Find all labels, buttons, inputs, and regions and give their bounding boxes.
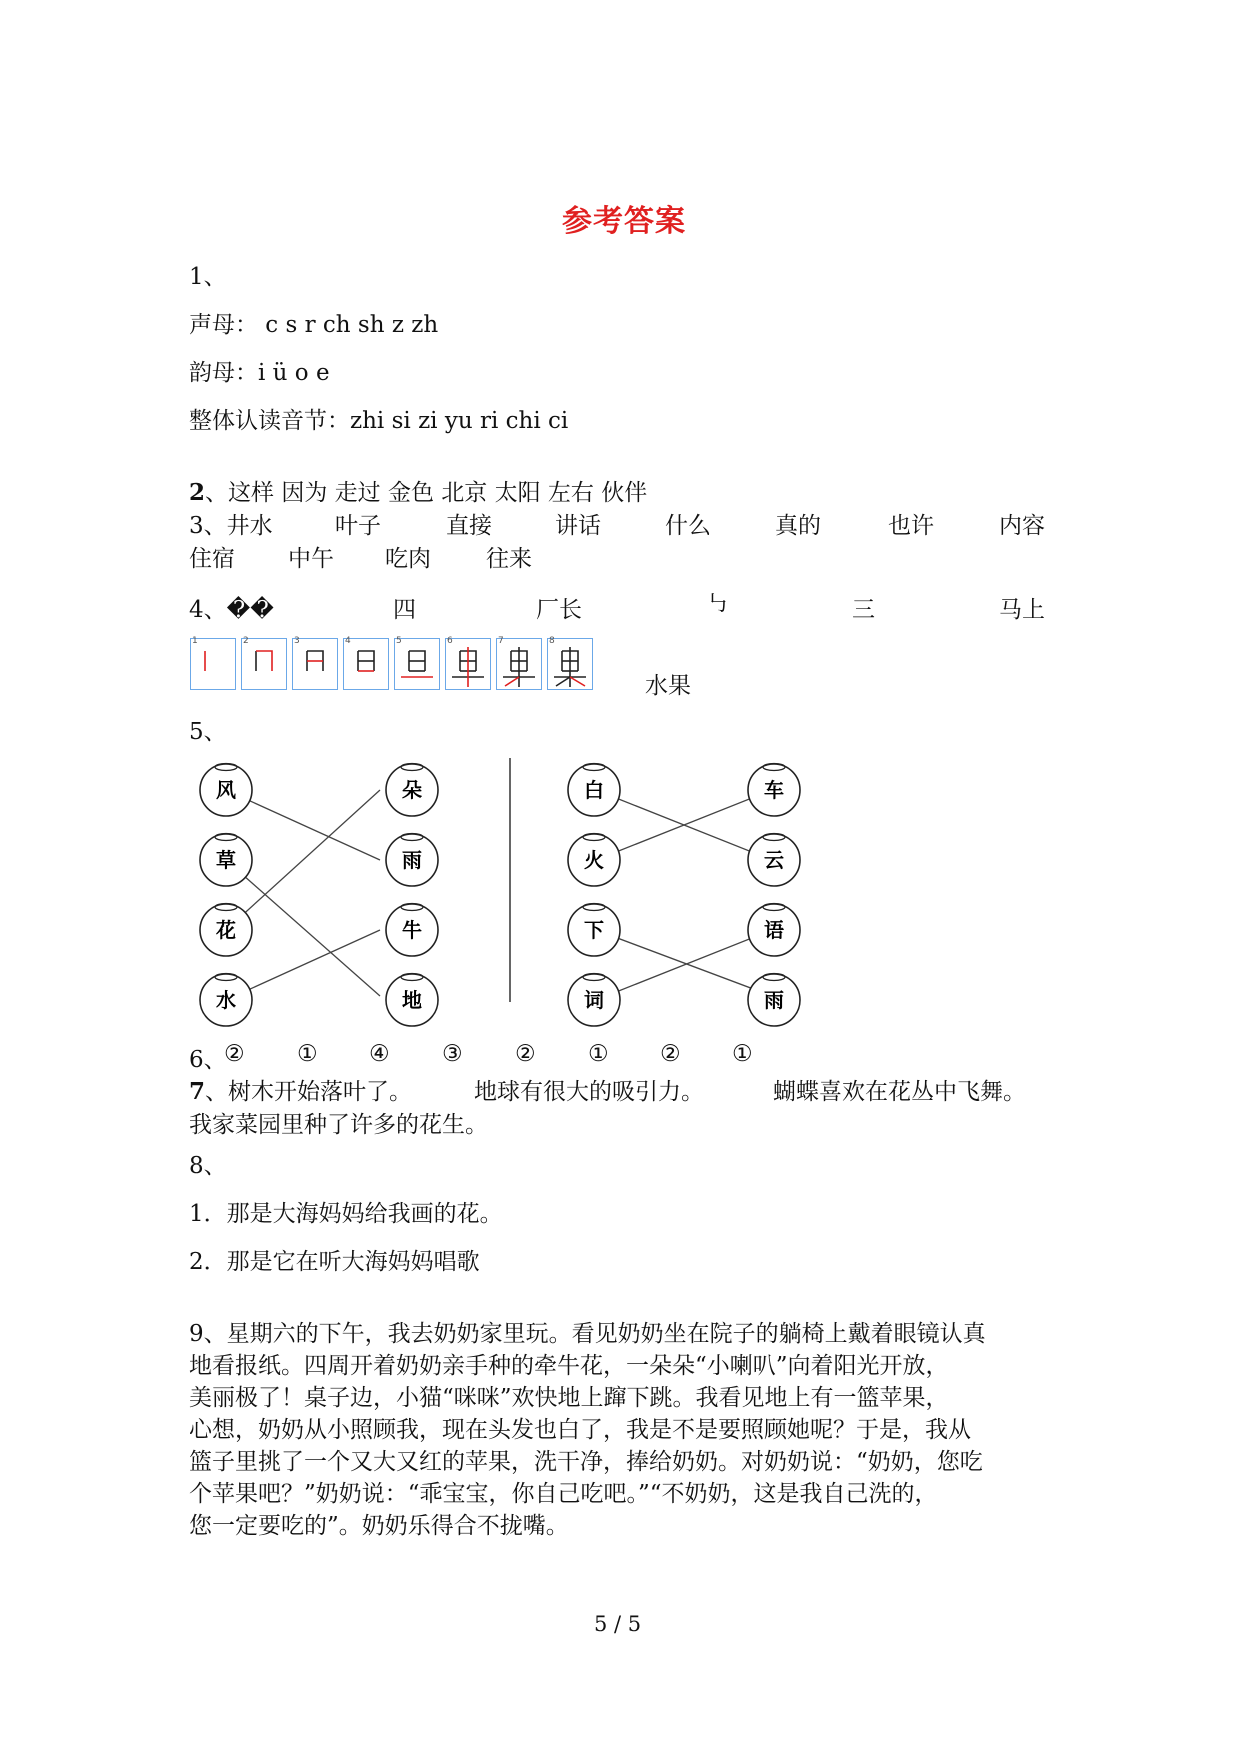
match-char: 语 [764, 918, 784, 942]
q8-answer-2: 2．那是它在听大海妈妈唱歌 [189, 1249, 480, 1275]
match-circle [748, 834, 800, 887]
match-circle [386, 904, 438, 957]
q5-label: 5、 [189, 719, 227, 745]
q8-label: 8、 [189, 1153, 227, 1179]
q9-line: 篮子里挑了一个又大又红的苹果，洗干净，捧给奶奶。对奶奶说：“奶奶，您吃 [189, 1449, 983, 1475]
match-char: 白 [584, 778, 604, 802]
match-circle [748, 904, 800, 957]
q9-line: 地看报纸。四周开着奶奶亲手种的牵牛花，一朵朵“小喇叭”向着阳光开放， [189, 1353, 949, 1379]
q3-word: 什么 [665, 513, 711, 539]
q3-row2 [189, 540, 589, 570]
stroke-number: 3 [294, 636, 300, 646]
q2-number: 2 [189, 479, 206, 506]
q1-label: 1、 [189, 264, 227, 290]
match-circle [386, 974, 438, 1027]
stroke-glyph [293, 639, 337, 689]
q9-line: 美丽极了！桌子边，小猫“咪咪”欢快地上蹿下跳。我看见地上有一篮苹果， [189, 1385, 949, 1411]
q3-word: 也许 [888, 513, 934, 539]
q1-zhengti: 整体认读音节：zhi si zi yu ri chi ci [189, 408, 569, 434]
stroke-glyph [548, 639, 592, 689]
q6-answer: ③ [442, 1041, 463, 1067]
match-char: 词 [584, 988, 604, 1012]
q3-word: 讲话 [555, 513, 601, 539]
q9-line: 个苹果吧？”奶奶说：“乖宝宝，你自己吃吧。”“不奶奶，这是我自己洗的， [189, 1481, 938, 1507]
q1-yunmu: 韵母：i ü o e [189, 360, 330, 386]
q3-word: 内容 [999, 513, 1045, 539]
page-number: 5 / 5 [594, 1612, 642, 1636]
q3-word: 往来 [486, 546, 532, 572]
stroke-number: 1 [192, 636, 198, 646]
stroke-box-1 [190, 638, 236, 690]
stroke-number: 6 [447, 636, 453, 646]
match-circle [748, 974, 800, 1027]
stroke-box-6 [445, 638, 491, 690]
q2-answer [189, 474, 647, 507]
match-circle [748, 764, 800, 817]
q3-word: 直接 [446, 513, 492, 539]
q3-word: 中午 [288, 546, 334, 572]
match-circle [568, 974, 620, 1027]
q6-answer: ② [224, 1041, 245, 1067]
stroke-number: 4 [345, 636, 351, 646]
q4-answer-word: 水果 [645, 673, 691, 699]
q3-word: 吃肉 [385, 546, 431, 572]
stroke-box-2 [241, 638, 287, 690]
stroke-number: 2 [243, 636, 249, 646]
q6-answer: ① [732, 1041, 753, 1067]
stroke [570, 677, 585, 686]
match-circle [568, 764, 620, 817]
q4-item: 厂长 [536, 597, 582, 623]
q7-s1: 、树木开始落叶了。 [205, 1079, 413, 1105]
q2-text: 、这样 因为 走过 金色 北京 太阳 左右 伙伴 [205, 480, 648, 506]
match-char: 水 [216, 988, 236, 1012]
match-char: 下 [584, 918, 604, 942]
q7-sentence: 蝴蝶喜欢在花丛中飞舞。 [773, 1079, 1026, 1105]
stroke-glyph [497, 639, 541, 689]
stroke-glyph [395, 639, 439, 689]
match-char: 花 [216, 918, 236, 942]
stroke-glyph [344, 639, 388, 689]
q4-item: 马上 [999, 597, 1045, 623]
matching-diagram [190, 752, 830, 1027]
q3-word: 叶子 [335, 513, 381, 539]
q7-row1 [189, 1073, 1049, 1103]
q6-answer: ① [297, 1041, 318, 1067]
stroke-glyph [446, 639, 490, 689]
stroke-number: 5 [396, 636, 402, 646]
q3-word: 3、井水 [189, 513, 273, 539]
q9-line: 心想，奶奶从小照顾我，现在头发也白了，我是不是要照顾她呢？于是，我从 [189, 1417, 971, 1443]
q6-label: 6、 [189, 1047, 227, 1073]
match-char: 火 [584, 848, 604, 872]
q4-item: 4、�� [189, 597, 274, 623]
match-circle [568, 904, 620, 957]
match-char: 朵 [402, 778, 422, 802]
stroke-number: 8 [549, 636, 555, 646]
q9-line: 您一定要吃的”。奶奶乐得合不拢嘴。 [189, 1513, 569, 1539]
q1-shengmu: 声母： c s r ch sh z zh [189, 312, 439, 338]
stroke-glyph [191, 639, 235, 689]
match-char: 风 [216, 778, 236, 802]
q6-answer: ① [588, 1041, 609, 1067]
stroke-box-5 [394, 638, 440, 690]
stroke [505, 677, 519, 686]
match-circle [386, 834, 438, 887]
q6-answer: ② [660, 1041, 681, 1067]
stroke-box-3 [292, 638, 338, 690]
match-char: 雨 [764, 988, 784, 1012]
q4-row [189, 591, 1049, 621]
q4-item: ㇉ [706, 591, 729, 617]
q7-sentence-4: 我家菜园里种了许多的花生。 [189, 1112, 488, 1138]
match-circle [200, 834, 252, 887]
match-char: 云 [764, 848, 784, 872]
stroke [556, 677, 570, 686]
match-circle [200, 974, 252, 1027]
q3-word: 住宿 [189, 546, 235, 572]
stroke-box-7 [496, 638, 542, 690]
stroke-box-8 [547, 638, 593, 690]
stroke-order [190, 638, 610, 694]
q9-line: 9、星期六的下午，我去奶奶家里玩。看见奶奶坐在院子的躺椅上戴着眼镜认真 [189, 1321, 986, 1347]
match-char: 地 [402, 988, 422, 1012]
q7-sentence [189, 1073, 412, 1106]
q6-answer: ② [515, 1041, 536, 1067]
q7-number: 7 [189, 1078, 206, 1105]
q6-answer: ④ [369, 1041, 390, 1067]
q3-word: 真的 [775, 513, 821, 539]
match-char: 雨 [402, 848, 422, 872]
match-circle [386, 764, 438, 817]
q6-row [189, 1041, 789, 1071]
q8-answer-1: 1．那是大海妈妈给我画的花。 [189, 1201, 503, 1227]
q4-item: 三 [852, 597, 875, 623]
stroke-box-4 [343, 638, 389, 690]
match-char: 牛 [402, 918, 422, 942]
match-char: 草 [216, 848, 236, 872]
match-circle [200, 904, 252, 957]
match-char: 车 [764, 778, 784, 802]
stroke-glyph [242, 639, 286, 689]
q7-sentence: 地球有很大的吸引力。 [474, 1079, 704, 1105]
stroke [256, 651, 272, 671]
match-circle [568, 834, 620, 887]
stroke-number: 7 [498, 636, 504, 646]
q3-row1 [189, 507, 1049, 537]
page-title: 参考答案 [562, 204, 686, 239]
q4-item: 四 [393, 597, 416, 623]
match-circle [200, 764, 252, 817]
